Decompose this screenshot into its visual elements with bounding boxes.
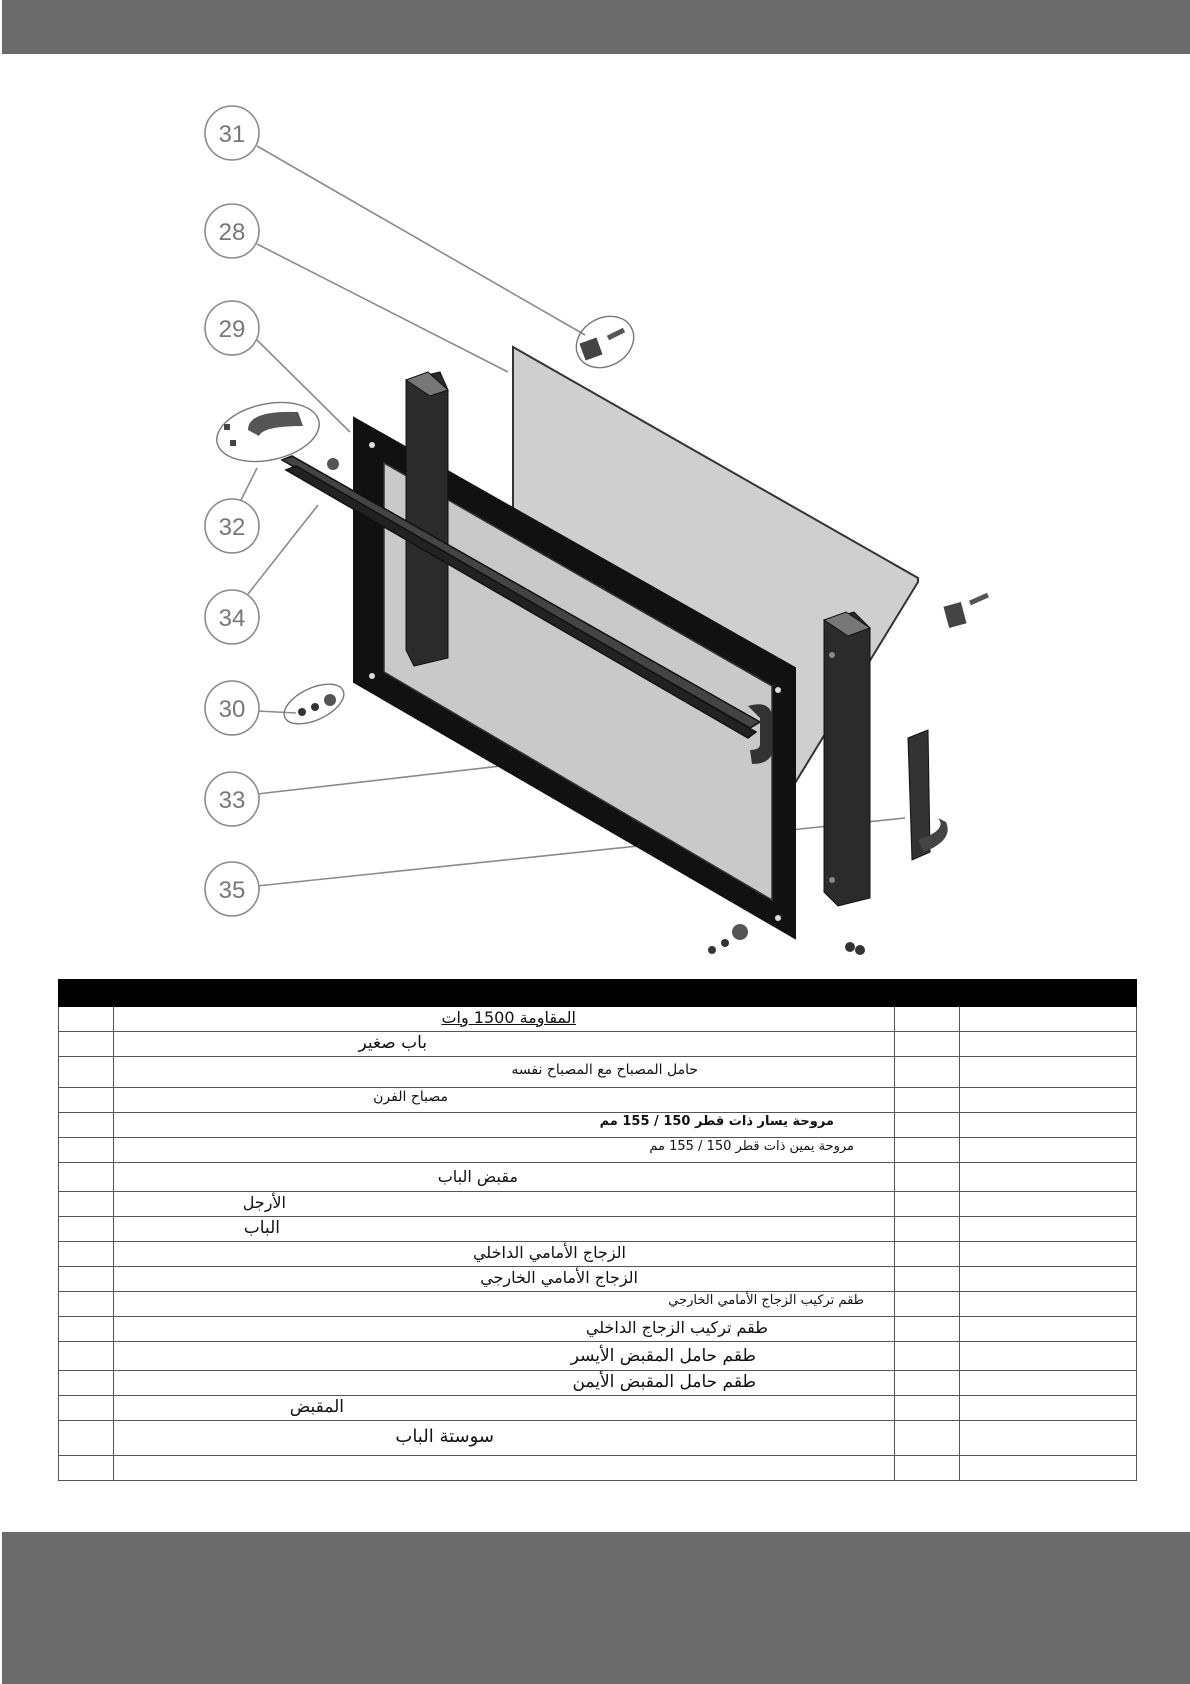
part-name: الزجاج الأمامي الداخلي: [472, 1243, 626, 1262]
callout-29: 29: [218, 316, 246, 343]
left-handle-bracket: [406, 372, 448, 666]
part-name: مروحة يسار ذات قطر 150 / 155 مم: [599, 1114, 834, 1129]
table-row: [59, 1267, 1137, 1292]
table-row: [59, 1456, 1137, 1481]
table-row: [59, 1007, 1137, 1032]
callout-32: 32: [218, 514, 246, 541]
callout-28: 28: [218, 219, 246, 246]
table-row: [59, 1317, 1137, 1342]
callout-31: 31: [218, 121, 246, 148]
header-cell: [59, 980, 114, 1007]
parts-table: [58, 979, 1137, 1481]
table-row: [59, 1342, 1137, 1371]
part-name: المقاومة 1500 وات: [441, 1008, 576, 1027]
part-name: مروحة يمين ذات قطر 150 / 155 مم: [649, 1139, 854, 1154]
part-name: مصباح الفرن: [373, 1089, 448, 1105]
part-name: سوستة الباب: [395, 1426, 494, 1447]
part-name: طقم تركيب الزجاج الداخلي: [585, 1318, 768, 1337]
part-name: الباب: [243, 1218, 280, 1238]
callout-35: 35: [218, 877, 246, 904]
table-row: [59, 1138, 1137, 1163]
part-name: مقبض الباب: [437, 1167, 518, 1186]
table-row: [59, 1088, 1137, 1113]
table-row: [59, 1113, 1137, 1138]
part-name: المقبض: [289, 1397, 344, 1417]
header-cell: [895, 980, 960, 1007]
table-row: [59, 1421, 1137, 1456]
part-name: الزجاج الأمامي الخارجي: [480, 1268, 638, 1287]
part-name: باب صغير: [358, 1033, 427, 1053]
table-row: [59, 1217, 1137, 1242]
table-row: [59, 1032, 1137, 1057]
table-header-row: [59, 980, 1137, 1007]
header-cell: [114, 980, 895, 1007]
callout-34: 34: [218, 605, 246, 632]
part-name: حامل المصباح مع المصباح نفسه: [511, 1062, 698, 1078]
table-row: [59, 1192, 1137, 1217]
table-row: [59, 1057, 1137, 1088]
header-cell: [960, 980, 1137, 1007]
table-row: [59, 1242, 1137, 1267]
footer-band: [2, 1532, 1190, 1684]
part-name: الأرجل: [242, 1193, 286, 1212]
table-row: [59, 1371, 1137, 1396]
table-row: [59, 1163, 1137, 1192]
part-name: طقم حامل المقبض الأيسر: [570, 1346, 756, 1366]
table-row: [59, 1292, 1137, 1317]
callout-30: 30: [218, 696, 246, 723]
part-name: طقم حامل المقبض الأيمن: [572, 1372, 756, 1392]
part-name: طقم تركيب الزجاج الأمامي الخارجي: [668, 1293, 864, 1308]
table-row: [59, 1396, 1137, 1421]
callout-33: 33: [218, 787, 246, 814]
